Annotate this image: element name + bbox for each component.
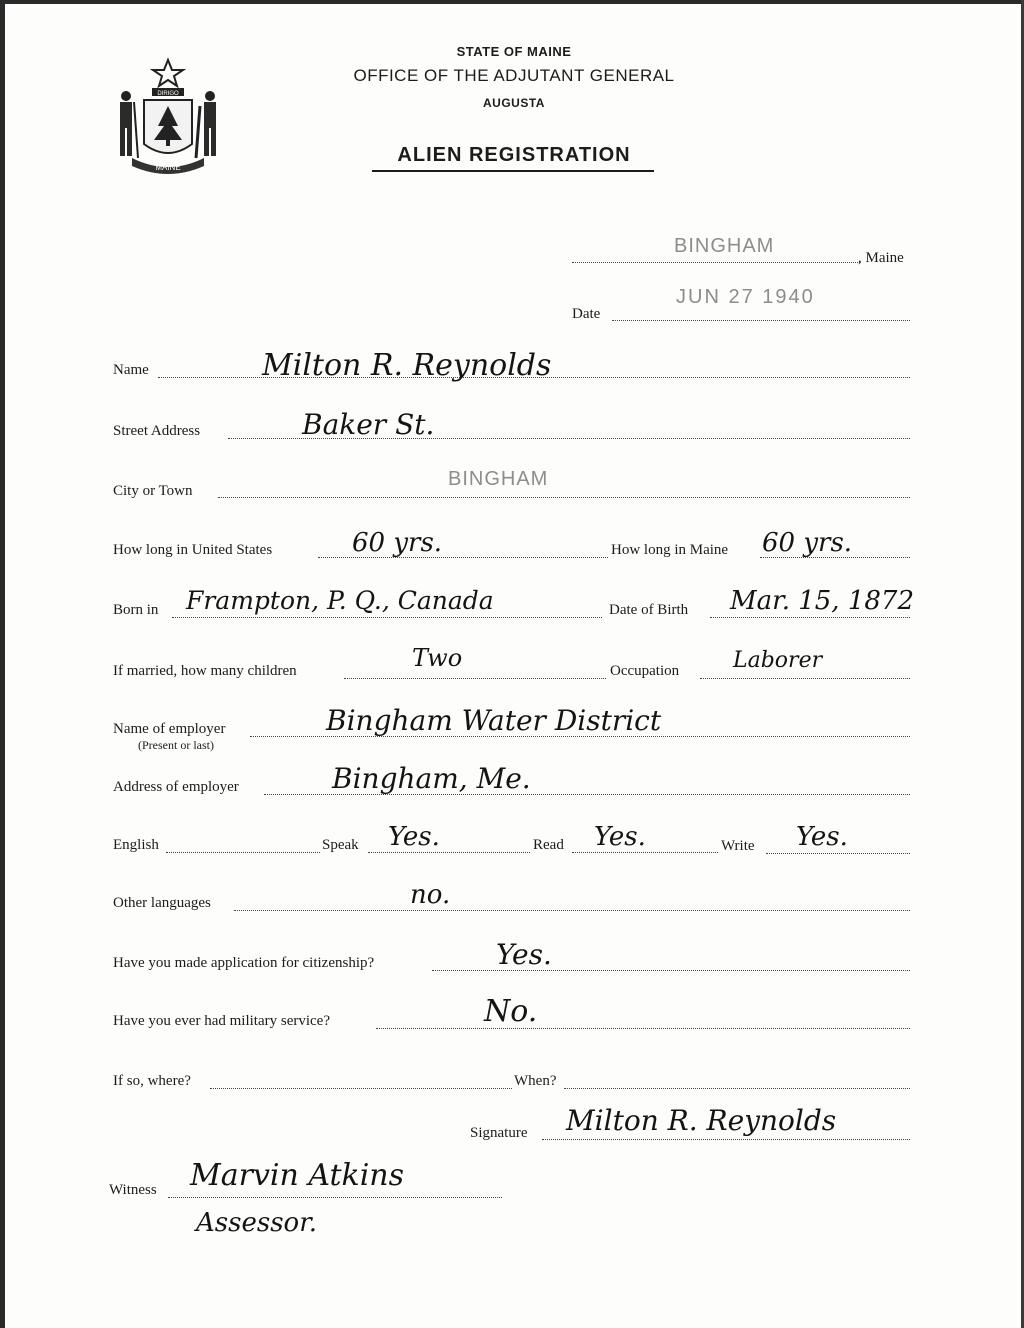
employer-label: Name of employer <box>113 721 226 737</box>
office-heading: OFFICE OF THE ADJUTANT GENERAL <box>353 66 675 85</box>
children-value: Two <box>412 644 463 672</box>
where-line <box>210 1088 512 1089</box>
speak-label: Speak <box>322 837 359 853</box>
name-value: Milton R. Reynolds <box>262 348 552 383</box>
maine-state-seal <box>112 54 224 182</box>
other-languages-label: Other languages <box>113 895 211 911</box>
witness-title: Assessor. <box>196 1208 318 1238</box>
town-line <box>572 262 860 263</box>
other-languages-line <box>234 910 910 911</box>
us-duration-value: 60 yrs. <box>352 528 443 558</box>
speak-value: Yes. <box>388 822 440 852</box>
witness-value: Marvin Atkins <box>190 1158 405 1193</box>
signature-label: Signature <box>470 1125 528 1141</box>
dob-label: Date of Birth <box>609 602 689 618</box>
city-heading: AUGUSTA <box>483 96 545 110</box>
write-label: Write <box>721 838 755 854</box>
write-value: Yes. <box>796 822 848 852</box>
city-line <box>218 497 910 498</box>
children-line <box>344 678 606 679</box>
dob-value: Mar. 15, 1872 <box>730 586 915 616</box>
occupation-label: Occupation <box>610 663 680 679</box>
employer-address-label: Address of employer <box>113 779 239 795</box>
born-in-value: Frampton, P. Q., Canada <box>186 586 494 615</box>
us-duration-label: How long in United States <box>113 542 273 558</box>
read-value: Yes. <box>594 822 646 852</box>
maine-duration-value: 60 yrs. <box>762 528 853 558</box>
maine-duration-label: How long in Maine <box>611 542 729 558</box>
town-stamp: BINGHAM <box>674 235 775 257</box>
citizenship-value: Yes. <box>496 938 552 971</box>
state-heading: STATE OF MAINE <box>456 44 572 59</box>
other-languages-value: no. <box>410 880 451 910</box>
title-underline <box>372 170 654 172</box>
when-line <box>564 1088 910 1089</box>
witness-label: Witness <box>109 1182 157 1198</box>
name-label: Name <box>113 362 149 378</box>
employer-address-value: Bingham, Me. <box>332 762 531 795</box>
city-stamp: BINGHAM <box>448 468 549 490</box>
form-title: ALIEN REGISTRATION <box>397 144 631 166</box>
when-label: When? <box>514 1073 557 1089</box>
citizenship-label: Have you made application for citizenship? <box>113 955 375 971</box>
where-label: If so, where? <box>113 1073 191 1089</box>
military-line <box>376 1028 910 1029</box>
read-label: Read <box>533 837 564 853</box>
seal-banner: MAINE <box>155 163 181 172</box>
occupation-value: Laborer <box>733 648 823 673</box>
date-label: Date <box>572 306 601 322</box>
read-line <box>572 852 718 853</box>
city-label: City or Town <box>113 483 193 499</box>
employer-sublabel: (Present or last) <box>138 738 214 752</box>
witness-line <box>168 1197 502 1198</box>
born-in-line <box>172 617 602 618</box>
employer-value: Bingham Water District <box>326 704 662 737</box>
military-label: Have you ever had military service? <box>113 1013 330 1029</box>
scan-edge-top <box>0 0 1024 4</box>
dob-line <box>710 617 910 618</box>
military-value: No. <box>484 994 538 1029</box>
english-line <box>166 852 320 853</box>
street-value: Baker St. <box>302 408 435 441</box>
scan-edge-left <box>0 0 5 1328</box>
maine-label: , Maine <box>858 250 904 266</box>
date-line <box>612 320 910 321</box>
english-label: English <box>113 837 159 853</box>
occupation-line <box>700 678 910 679</box>
street-label: Street Address <box>113 423 201 439</box>
write-line <box>766 853 910 854</box>
seal-motto: DIRIGO <box>157 91 179 97</box>
speak-line <box>368 852 530 853</box>
signature-value: Milton R. Reynolds <box>566 1104 837 1137</box>
children-label: If married, how many children <box>113 663 297 679</box>
date-stamp: JUN 27 1940 <box>676 286 815 308</box>
born-in-label: Born in <box>113 602 159 618</box>
signature-line <box>542 1139 910 1140</box>
